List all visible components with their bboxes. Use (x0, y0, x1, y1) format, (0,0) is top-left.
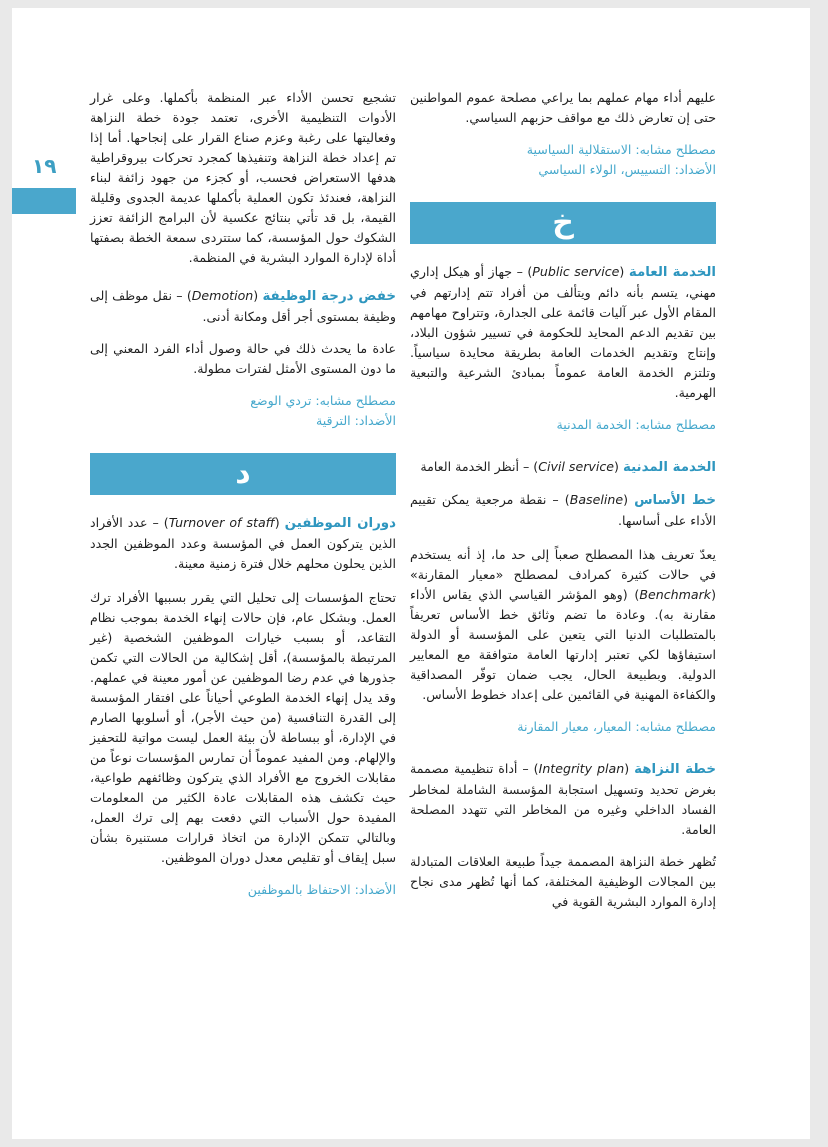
page-number: ١٩ (32, 154, 57, 178)
entry-body: عادة ما يحدث ذلك في حالة وصول أداء الفرد المعني إلى ما دون المستوى الأمثل لفترات مطولة. (90, 341, 396, 376)
entry-definition: جهاز أو هيكل إداري مهني، يتسم بأنه دائم ويتألف من أفراد تتم إدارتهم في المقام الأول عبر آليات قائمة على الجدارة، وتتراوح مهامهم بين تقديم الدعم المحايد للحكومة في تسيير شؤون البلاد، وإنتاج وتقديم الخدمات العامة بطريقة محايدة سياسياً. وتلتزم الخدمة العامة عموماً بمبادئ الشرعية والتبعية الهرمية. (410, 264, 716, 400)
entry-body (410, 545, 716, 705)
related-terms (90, 391, 396, 431)
similar-term: مصطلح مشابه: تردي الوضع (250, 393, 396, 408)
entry-term: الخدمة العامة (628, 265, 717, 280)
related-terms (410, 717, 716, 737)
entry-english: Baseline (569, 492, 624, 507)
similar-term: مصطلح مشابه: الاستقلالية السياسية (526, 142, 716, 157)
antonyms: الأضداد: الاحتفاظ بالموظفين (247, 882, 396, 897)
entry-public-service: الخدمة العامة (Public service) – جهاز أو هيكل إداري مهني، يتسم بأنه دائم ويتألف من أفراد تتم إدارتهم في المقام الأول عبر آليات قائمة على الجدارة، وتتراوح مهامهم بين تقديم الدعم المحايد للحكومة في تسيير شؤون البلاد، وإنتاج وتقديم الخدمات العامة بطريقة محايدة سياسياً. وتلتزم الخدمة العامة عموماً بمبادئ الشرعية والتبعية الهرمية. (410, 264, 717, 400)
entry-civil-service: الخدمة المدنية (Civil service) – أنظر الخدمة العامة (420, 459, 716, 475)
entry-term: خط الأساس (634, 493, 717, 508)
entry-definition: نقطة مرجعية يمكن تقييم الأداء على أساسها. (410, 492, 716, 528)
similar-term: مصطلح مشابه: المعيار، معيار المقارنة (517, 719, 716, 734)
left-column (90, 88, 396, 922)
body-text: ) (وهو المؤشر القياسي الذي يقاس الأداء مقارنة به). وعادة ما تضم وثائق خط الأساس تعريفاً بالمتطلبات الدنيا التي يتعين على المؤسسة أو الدولة استيفاؤها لكي تعتبر إدارتها العامة متوافقة مع المعايير الدولية. وبطبيعة الحال، يجب ضمان توفّر المصداقية والكفاءة المهنية في القائمين على إعداد خطوط الأساس. (410, 587, 716, 702)
entry-english: Demotion (191, 288, 254, 303)
entry-definition: أنظر الخدمة العامة (420, 459, 519, 474)
entry-term: الخدمة المدنية (622, 460, 716, 475)
entry-english: Civil service (538, 459, 615, 474)
entry-term: خطة النزاهة (634, 762, 717, 777)
entry-english: Turnover of staff (168, 515, 275, 530)
entry-baseline: خط الأساس (Baseline) – نقطة مرجعية يمكن تقييم الأداء على أساسها. (410, 492, 717, 528)
antonyms: الأضداد: التسييس، الولاء السياسي (538, 162, 716, 177)
similar-term: مصطلح مشابه: الخدمة المدنية (556, 417, 716, 432)
entry-body: تحتاج المؤسسات إلى تحليل التي يقرر بسببها الأفراد ترك العمل. وبشكل عام، فإن حالات إنهاء الخدمة بموجب نظام التقاعد، أو بسبب خيارات الموظفين الشخصية (غير المرتبطة بالمؤسسة)، أقل إشكالية من الحالات التي تكمن جذورها في عدم رضا الموظفين عن أمور معينة في عملهم. وقد يدل إنهاء الخدمة الطوعي أحياناً على افتقار المؤسسة إلى القدرة التنافسية (من حيث الأجر)، أو أسلوبها الصارم في الإدارة، أو ببساطة لأن بيئة العمل ليست مواتية للتحفيز والإلهام. ومن المفيد عموماً أن تمارس المؤسسات نوعاً من مقابلات الخروج مع الأفراد الذي يتركون وظائفهم طواعية، حيث تكشف هذه المقابلات عادة الكثير من المعلومات المفيدة حول الأسباب التي دفعت بهم إلى ترك العمل، وبالتالي تتمكن الإدارة من اتخاذ قرارات مستنيرة بشأن سبل إيقاف أو تقليص معدل دوران الموظفين. (90, 590, 396, 865)
page-number-tab (12, 188, 76, 214)
entry-definition: نقل موظف إلى وظيفة بمستوى أجر أقل ومكانة أدنى. (90, 288, 396, 324)
entry-definition: عدد الأفراد الذين يتركون العمل في المؤسسة وعدد الموظفين الجدد الذين يحلون محلهم خلال فترة زمنية معينة. (90, 515, 396, 571)
entry-demotion: خفض درجة الوظيفة (Demotion) – نقل موظف إلى وظيفة بمستوى أجر أقل ومكانة أدنى. (90, 288, 396, 324)
entry-turnover: دوران الموظفين (Turnover of staff) – عدد الأفراد الذين يتركون العمل في المؤسسة وعدد الموظفين الجدد الذين يحلون محلهم خلال فترة زمنية معينة. (90, 515, 397, 571)
body-text: يعدّ تعريف هذا المصطلح صعباً إلى حد ما، إذ أنه يستخدم في حالات كثيرة كمرادف لمصطلح «معيار المقارنة» ( (410, 547, 716, 602)
dictionary-page (12, 8, 810, 1139)
entry-integrity-plan: خطة النزاهة (Integrity plan) – أداة تنظيمية مصممة بغرض تحديد وتسهيل استجابة المؤسسة الشاملة لمخاطر الفساد الداخلي وغيره من المخاطر التي تتهدد المصلحة العامة. (410, 761, 717, 837)
section-letter-kha: خ (410, 202, 716, 244)
entry-term: خفض درجة الوظيفة (262, 289, 396, 304)
related-terms (410, 415, 716, 435)
entry-continuation: عليهم أداء مهام عملهم بما يراعي مصلحة عموم المواطنين حتى إن تعارض ذلك مع مواقف حزبهم السياسي. (410, 90, 716, 125)
entry-english: Benchmark (639, 587, 712, 602)
entry-english: Integrity plan (538, 761, 625, 776)
entry-body: تُظهر خطة النزاهة المصممة جيداً طبيعة العلاقات المتبادلة بين المجالات الوظيفية المختلفة، كما أنها تُظهر مدى نجاح إدارة الموارد البشرية القوية في (410, 854, 716, 909)
entry-english: Public service (532, 264, 620, 279)
entry-continuation: تشجيع تحسن الأداء عبر المنظمة بأكملها. وعلى غرار الأدوات التنظيمية الأخرى، تعتمد جودة خطة النزاهة وفعاليتها على رغبة وعزم صناع القرار على إنجاحها. أما إذا تم إعداد خطة النزاهة وتنفيذها كمجرد تحركات بيروقراطية هدفها الاستعراض فحسب، أو كجزء من جهود زائفة لبناء النزاهة، فعندئذ تكون العملية بأكملها عديمة الجدوى وقليلة القيمة، بل قد تأتي بنتائج عكسية لأن البرامج الزائفة تعزز الشكوك حول المؤسسة، كما ستتردى سمعة الخطة بصفتها أداة لإدارة الموارد البشرية في المنظمة. (90, 90, 396, 265)
right-column (410, 88, 716, 924)
related-terms (410, 140, 716, 180)
antonyms: الأضداد: الترقية (316, 413, 396, 428)
entry-term: دوران الموظفين (284, 516, 397, 531)
entry-definition: أداة تنظيمية مصممة بغرض تحديد وتسهيل استجابة المؤسسة الشاملة لمخاطر الفساد الداخلي وغيره من المخاطر التي تتهدد المصلحة العامة. (410, 761, 716, 837)
related-terms (90, 880, 396, 900)
section-letter-dal: د (90, 453, 396, 495)
